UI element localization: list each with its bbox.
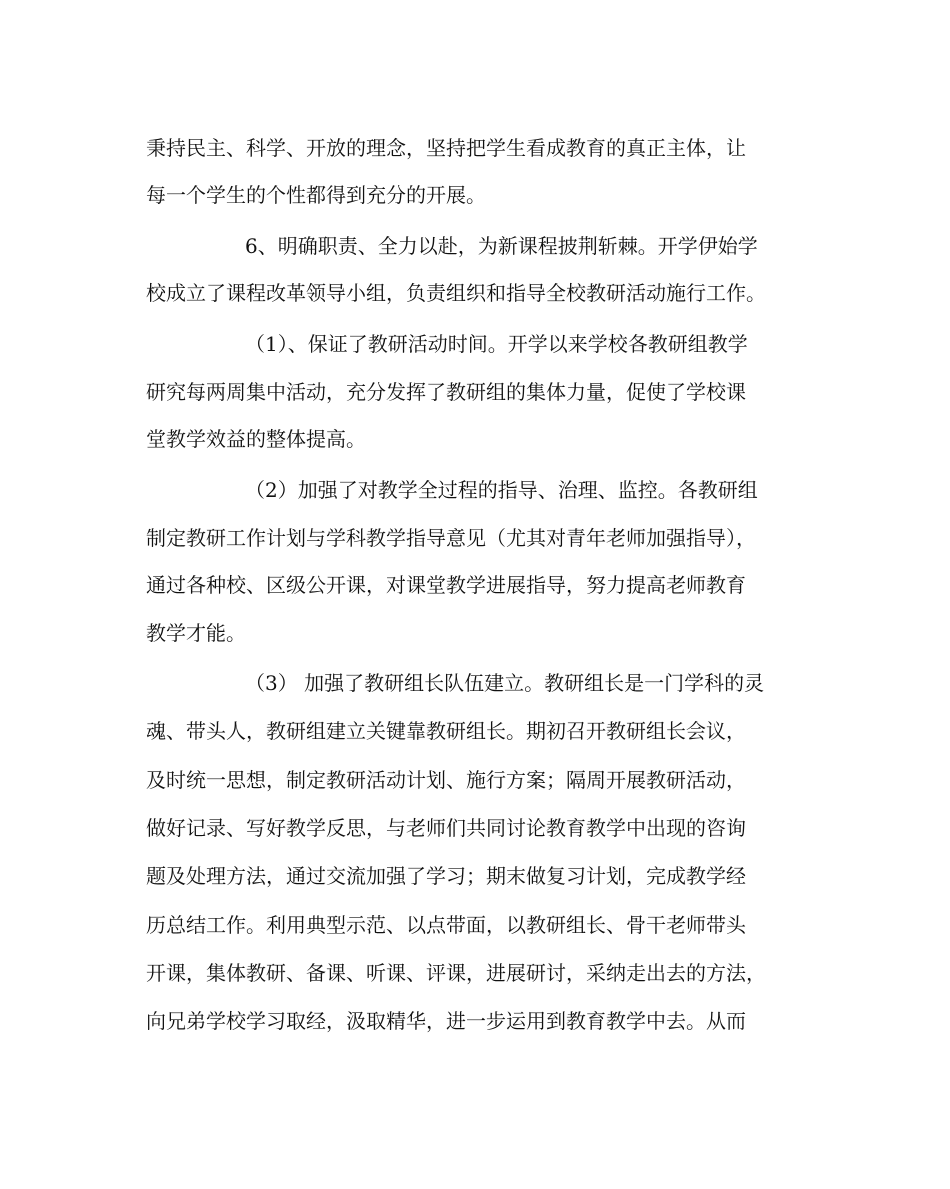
text-line: 做好记录、写好教学反思，与老师们共同讨论教育教学中出现的咨询 bbox=[146, 816, 746, 840]
text-line: 通过各种校、区级公开课，对课堂教学进展指导，努力提高老师教育 bbox=[146, 573, 746, 597]
text-line: 魂、带头人，教研组建立关键靠教研组长。期初召开教研组长会议， bbox=[146, 719, 746, 743]
text-line: 每一个学生的个性都得到充分的开展。 bbox=[146, 183, 486, 207]
text-line: 向兄弟学校学习取经，汲取精华，进一步运用到教育教学中去。从而 bbox=[146, 1009, 746, 1033]
text-line: 制定教研工作计划与学科教学指导意见（尤其对青年老师加强指导）， bbox=[146, 526, 756, 550]
text-line: 6、明确职责、全力以赴，为新课程披荆斩棘。开学伊始学 bbox=[245, 234, 758, 258]
text-line: 校成立了课程改革领导小组，负责组织和指导全校教研活动施行工作。 bbox=[146, 281, 766, 305]
text-line: 秉持民主、科学、开放的理念，坚持把学生看成教育的真正主体，让 bbox=[146, 136, 746, 160]
text-line: 题及处理方法，通过交流加强了学习；期末做复习计划，完成教学经 bbox=[146, 864, 746, 888]
text-line: 研究每两周集中活动，充分发挥了教研组的集体力量，促使了学校课 bbox=[146, 380, 746, 404]
text-line: 开课，集体教研、备课、听课、评课，进展研讨，采纳走出去的方法， bbox=[146, 961, 766, 985]
text-line: 及时统一思想，制定教研活动计划、施行方案；隔周开展教研活动， bbox=[146, 768, 746, 792]
text-line: 堂教学效益的整体提高。 bbox=[146, 427, 366, 451]
text-line: （1）、保证了教研活动时间。开学以来学校各教研组教学 bbox=[245, 332, 748, 356]
text-line: 教学才能。 bbox=[146, 621, 246, 645]
text-line: （3） 加强了教研组长队伍建立。教研组长是一门学科的灵 bbox=[245, 671, 765, 695]
text-line: 历总结工作。利用典型示范、以点带面，以教研组长、骨干老师带头 bbox=[146, 913, 746, 937]
text-line: （2）加强了对教学全过程的指导、治理、监控。各教研组 bbox=[245, 478, 758, 502]
